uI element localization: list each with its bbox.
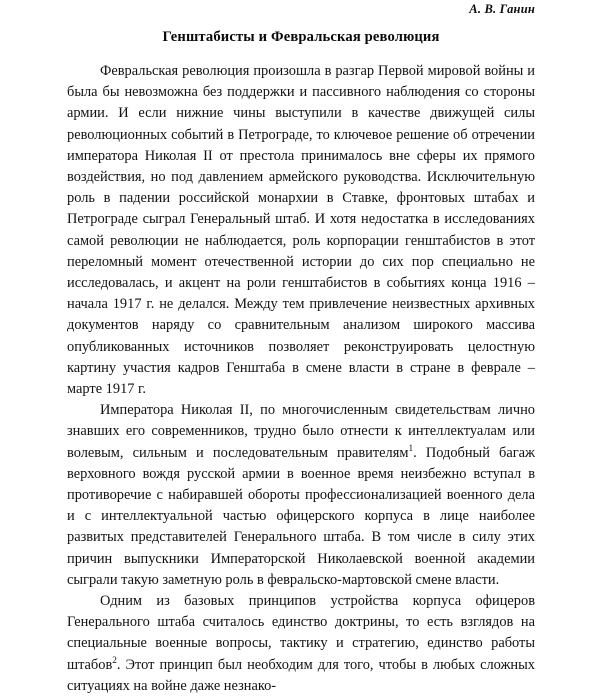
paragraph-3-text-before-note: Одним из базовых принципов устройства корпуса офицеров Генерального штаба считалось единство доктрины, то есть взглядов на специальные военные вопросы, тактику и стратегию, единство работы штабов — [67, 593, 535, 673]
paragraph-1-text: Февральская революция произошла в разгар Первой мировой войны и была бы невозможна без поддержки и пассивного наблюдения со стороны армии. И если нижние чины выступили в качестве движущей силы революционных событий в Петрограде, то ключевое решение об отречении императора Николая II от престола принималось вне сферы их прямого воздействия, но под давлением армейского руководства. Исключительную роль в падении российской монархии в Ставке, фронтовых штабах и Петрограде сыграл Генеральный штаб. И хотя недостатка в исследованиях самой революции не наблюдается, роль корпорации генштабистов в этот переломный момент отечественной истории до сих пор специально не исследовалась, и акцент на роли генштабистов в событиях конца 1916 – начала 1917 г. не делался. Между тем привлечение неизвестных архивных документов наряду со сравнительным анализом широкого массива опубликованных источников позволяет реконструировать целостную картину участия кадров Генштаба в смене власти в стране в феврале – марте 1917 г. — [67, 63, 535, 398]
article-body — [67, 61, 535, 697]
footnote-marker-2[interactable]: 2 — [112, 655, 117, 666]
paragraph-2 — [67, 400, 535, 591]
footnote-marker-1[interactable]: 1 — [408, 443, 414, 454]
paragraph-3 — [67, 591, 535, 697]
page-content-column — [67, 0, 535, 697]
paragraph-2-text-before-note: Императора Николая II, по многочисленным свидетельствам лично знавших его современников, трудно было отнести к интеллектуалам или волевым, сильным и последовательным правителям — [67, 402, 535, 461]
paragraph-1 — [67, 61, 535, 400]
running-head-author: А. В. Ганин — [469, 2, 535, 16]
paragraph-2-text-after-note: . Подобный багаж верховного вождя русской армии в военное время неизбежно вступал в противоречие с набиравшей обороты профессионализацией военного дела и с интеллектуальной частью офицерского корпуса в лице наиболее развитых представителей Генерального штаба. В том числе в силу этих причин выпускники Императорской Николаевской военной академии сыграли такую заметную роль в февральско-мартовской смене власти. — [67, 444, 535, 588]
paragraph-3-text-after-note: . Этот принцип был необходим для того, чтобы в любых сложных ситуациях на войне даже незнако- — [67, 656, 535, 694]
article-title: Генштабисты и Февральская революция — [162, 29, 440, 45]
